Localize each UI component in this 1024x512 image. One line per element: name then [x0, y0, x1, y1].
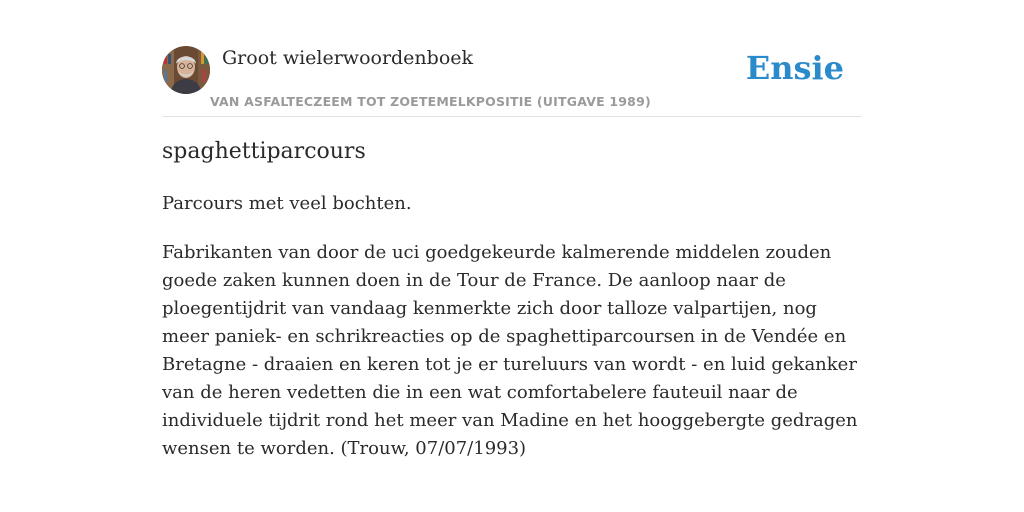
avatar-portrait-icon [162, 46, 210, 94]
book-title[interactable]: Groot wielerwoordenboek [222, 47, 474, 69]
book-subtitle: VAN ASFALTECZEEM TOT ZOETEMELKPOSITIE (UITGAVE 1989) [210, 94, 651, 109]
entry-example: Fabrikanten van door de uci goedgekeurde kalmerende middelen zouden goede zaken kunnen doen in de Tour de France. De aanloop naar de ploegentijdrit van vandaag kenmerkte zich door talloze valpartijen, nog meer paniek- en schrikreacties op de spaghettiparcoursen in de Vendée en Bretagne - draaien en keren tot je er tureluurs van wordt - en luid gekanker van de heren vedetten die in een wat comfortabelere fauteuil naar de individuele tijdrit rond het meer van Madine en het hooggebergte gedragen wensen te worden. (Trouw, 07/07/1993) [162, 242, 858, 459]
ensie-logo[interactable]: Ensie [745, 49, 844, 87]
entry-definition: Parcours met veel bochten. [162, 193, 412, 214]
author-avatar[interactable] [162, 46, 210, 94]
entry-term: spaghettiparcours [162, 139, 366, 164]
book-header [162, 46, 862, 117]
